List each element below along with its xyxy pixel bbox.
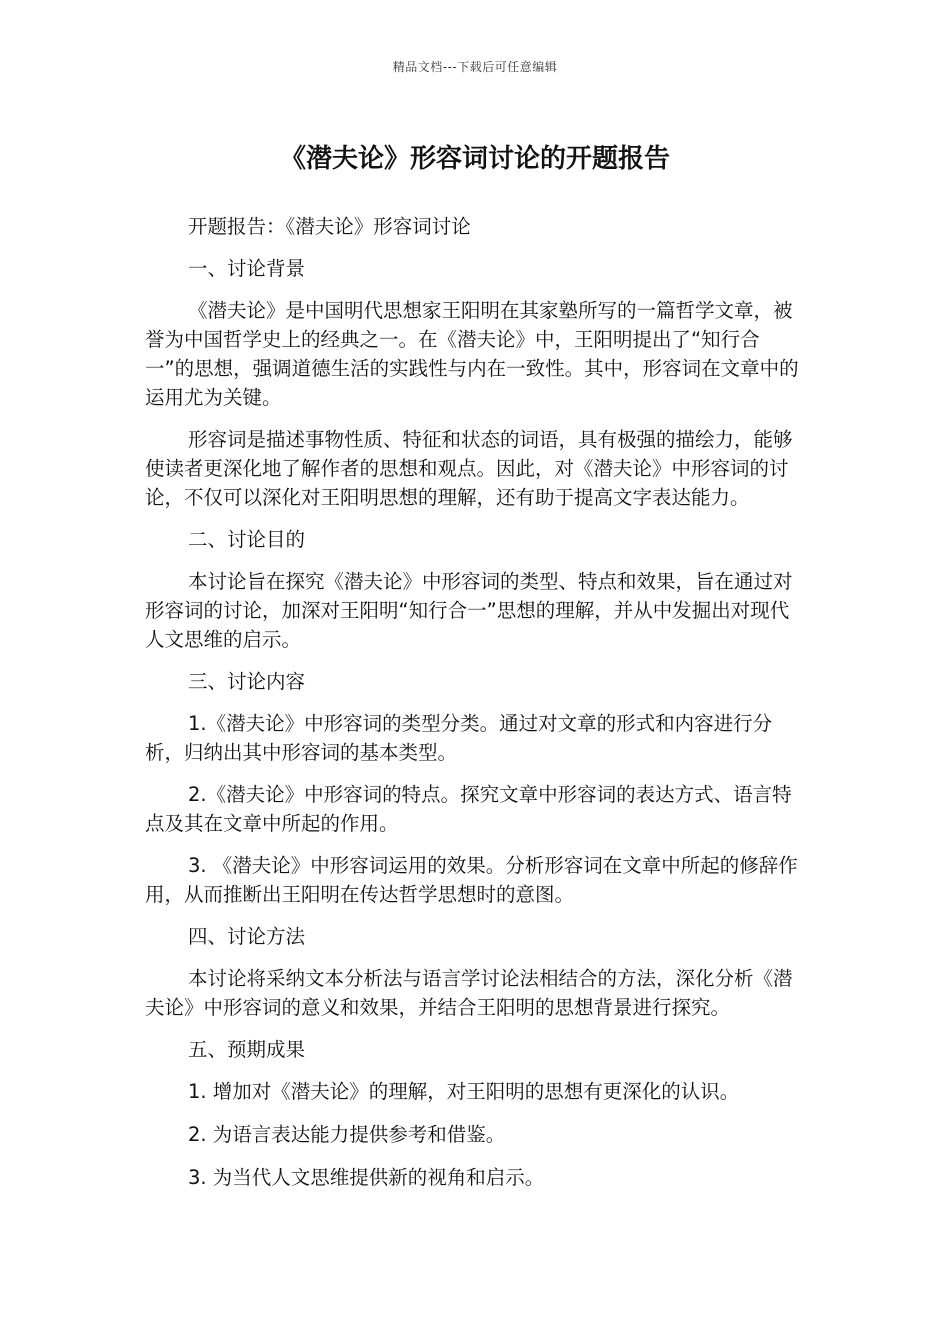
outcome-item-1: 1. 增加对《潜夫论》的理解，对王阳明的思想有更深化的认识。 <box>188 1080 740 1103</box>
background-paragraph-1: 《潜夫论》是中国明代思想家王阳明在其家塾所写的一篇哲学文章，被誉为中国哲学史上的经典之一。在《潜夫论》中，王阳明提出了“知行合一”的思想，强调道德生活的实践性与内在一致性。其中，形容词在文章中的运用尤为关键。 <box>145 299 799 409</box>
section-heading-purpose: 二、讨论目的 <box>188 528 306 551</box>
outcome-item-2: 2. 为语言表达能力提供参考和借鉴。 <box>188 1123 506 1146</box>
header-note: 精品文档---下载后可任意编辑 <box>392 60 558 74</box>
section-heading-background: 一、讨论背景 <box>188 257 306 280</box>
background-paragraph-2: 形容词是描述事物性质、特征和状态的词语，具有极强的描绘力，能够使读者更深化地了解作者的思想和观点。因此，对《潜夫论》中形容词的讨论，不仅可以深化对王阳明思想的理解，还有助于提高文字表达能力。 <box>145 428 793 509</box>
method-paragraph: 本讨论将采纳文本分析法与语言学讨论法相结合的方法，深化分析《潜夫论》中形容词的意义和效果，并结合王阳明的思想背景进行探究。 <box>145 967 793 1019</box>
content-item-3: 3. 《潜夫论》中形容词运用的效果。分析形容词在文章中所起的修辞作用，从而推断出王阳明在传达哲学思想时的意图。 <box>145 854 798 906</box>
content-item-1: 1.《潜夫论》中形容词的类型分类。通过对文章的形式和内容进行分析，归纳出其中形容词的基本类型。 <box>145 712 773 764</box>
section-heading-outcomes: 五、预期成果 <box>188 1038 306 1061</box>
document-body <box>145 212 800 1206</box>
outcome-item-3: 3. 为当代人文思维提供新的视角和启示。 <box>188 1166 545 1189</box>
section-heading-method: 四、讨论方法 <box>188 925 306 948</box>
content-item-2: 2.《潜夫论》中形容词的特点。探究文章中形容词的表达方式、语言特点及其在文章中所起的作用。 <box>145 783 792 835</box>
report-subtitle: 开题报告：《潜夫论》形容词讨论 <box>188 215 471 238</box>
document-title: 《潜夫论》形容词讨论的开题报告 <box>279 144 670 174</box>
section-heading-content: 三、讨论内容 <box>188 670 306 693</box>
purpose-paragraph: 本讨论旨在探究《潜夫论》中形容词的类型、特点和效果，旨在通过对形容词的讨论，加深对王阳明“知行合一”思想的理解，并从中发掘出对现代人文思维的启示。 <box>145 570 793 651</box>
